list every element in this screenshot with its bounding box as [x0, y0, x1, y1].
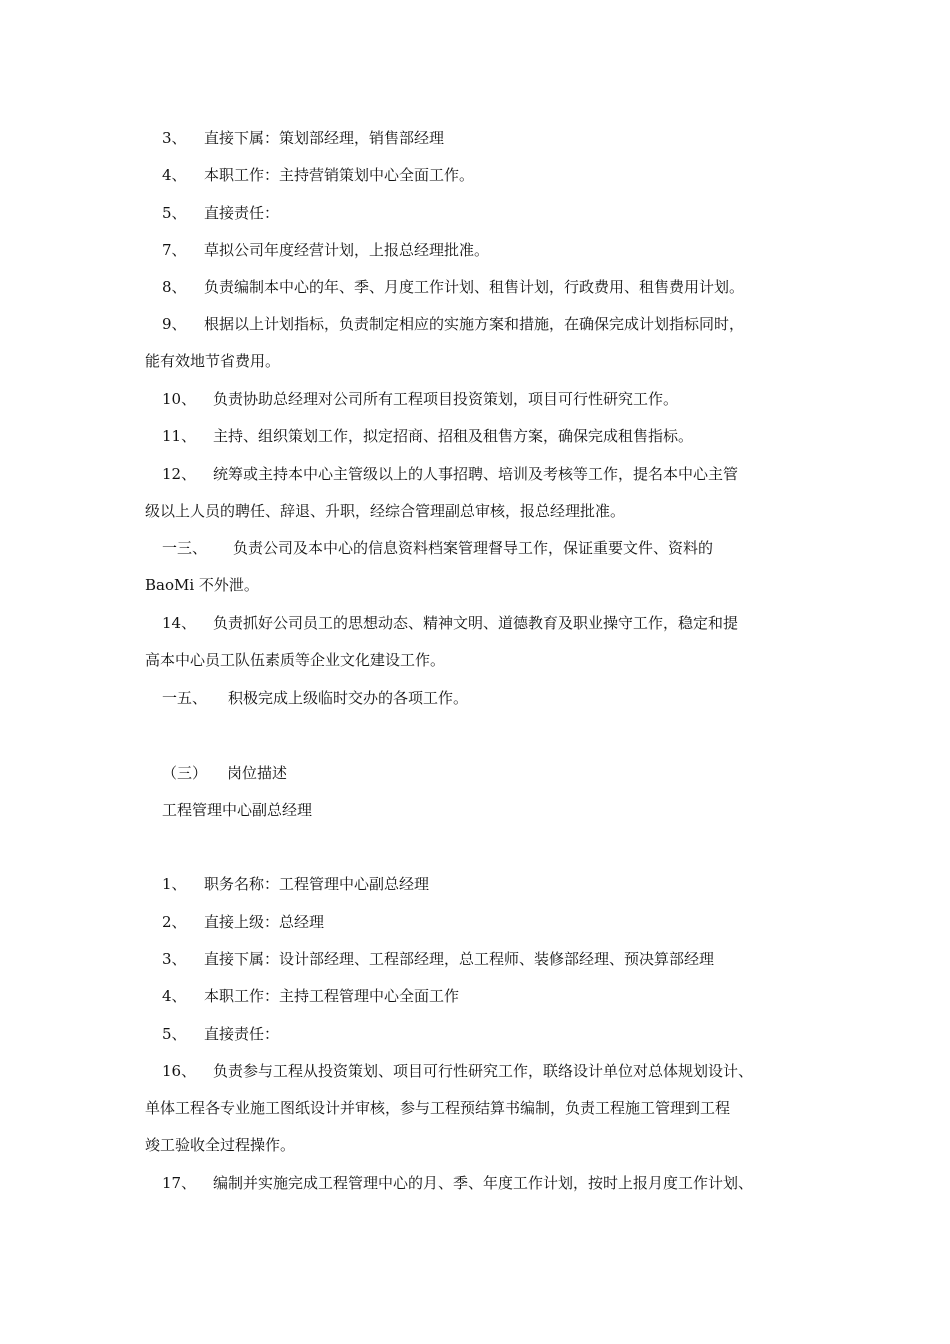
item-text: 编制并实施完成工程管理中心的月、季、年度工作计划，按时上报月度工作计划、	[213, 1174, 754, 1192]
item-number: 1、	[162, 875, 187, 893]
item-continuation: BaoMi 不外泄。	[145, 576, 259, 594]
item-text: 负责协助总经理对公司所有工程项目投资策划，项目可行性研究工作。	[213, 390, 679, 408]
item-number: 16、	[162, 1062, 197, 1080]
item-text: 负责公司及本中心的信息资料档案管理督导工作，保证重要文件、资料的	[233, 539, 714, 557]
item-number: 3、	[162, 129, 187, 147]
item-number: 10、	[162, 390, 197, 408]
item-text: 职务名称：工程管理中心副总经理	[204, 875, 430, 893]
section-heading-number: （三）	[162, 764, 208, 782]
item-text: 负责编制本中心的年、季、月度工作计划、租售计划，行政费用、租售费用计划。	[204, 278, 745, 296]
section-heading-text: 岗位描述	[227, 764, 288, 782]
item-number: 4、	[162, 987, 187, 1005]
item-text: 直接责任：	[204, 1025, 280, 1043]
item-continuation: 竣工验收全过程操作。	[145, 1136, 296, 1154]
item-number: 9、	[162, 315, 187, 333]
item-continuation: 高本中心员工队伍素质等企业文化建设工作。	[145, 651, 446, 669]
item-text: 根据以上计划指标，负责制定相应的实施方案和措施，在确保完成计划指标同时，	[204, 315, 745, 333]
item-number: 2、	[162, 913, 187, 931]
item-continuation: 级以上人员的聘任、辞退、升职，经综合管理副总审核，报总经理批准。	[145, 502, 626, 520]
item-number: 一五、	[162, 689, 208, 707]
section-heading	[162, 763, 287, 783]
item-number: 12、	[162, 465, 197, 483]
item-number: 11、	[162, 427, 197, 445]
item-text: 负责抓好公司员工的思想动态、精神文明、道德教育及职业操守工作，稳定和提	[213, 614, 739, 632]
item-number: 14、	[162, 614, 197, 632]
item-text: 直接上级：总经理	[204, 913, 325, 931]
item-text: 统筹或主持本中心主管级以上的人事招聘、培训及考核等工作，提名本中心主管	[213, 465, 739, 483]
item-text: 本职工作：主持营销策划中心全面工作。	[204, 166, 475, 184]
item-text: 本职工作：主持工程管理中心全面工作	[204, 987, 460, 1005]
item-number: 4、	[162, 166, 187, 184]
item-text: 积极完成上级临时交办的各项工作。	[228, 689, 469, 707]
item-text: 草拟公司年度经营计划，上报总经理批准。	[204, 241, 490, 259]
item-number: 8、	[162, 278, 187, 296]
item-continuation: 能有效地节省费用。	[145, 352, 281, 370]
item-number: 5、	[162, 1025, 187, 1043]
item-text: 主持、组织策划工作，拟定招商、招租及租售方案，确保完成租售指标。	[213, 427, 694, 445]
item-text: 直接下属：策划部经理，销售部经理	[204, 129, 445, 147]
item-text: 负责参与工程从投资策划、项目可行性研究工作，联络设计单位对总体规划设计、	[213, 1062, 754, 1080]
item-number: 5、	[162, 204, 187, 222]
section-subtitle: 工程管理中心副总经理	[162, 801, 313, 819]
item-text: 直接下属：设计部经理、工程部经理，总工程师、装修部经理、预决算部经理	[204, 950, 715, 968]
item-number: 17、	[162, 1174, 197, 1192]
item-number: 7、	[162, 241, 187, 259]
item-number: 一三、	[162, 539, 208, 557]
item-number: 3、	[162, 950, 187, 968]
item-continuation: 单体工程各专业施工图纸设计并审核，参与工程预结算书编制，负责工程施工管理到工程	[145, 1099, 731, 1117]
item-text: 直接责任：	[204, 204, 280, 222]
